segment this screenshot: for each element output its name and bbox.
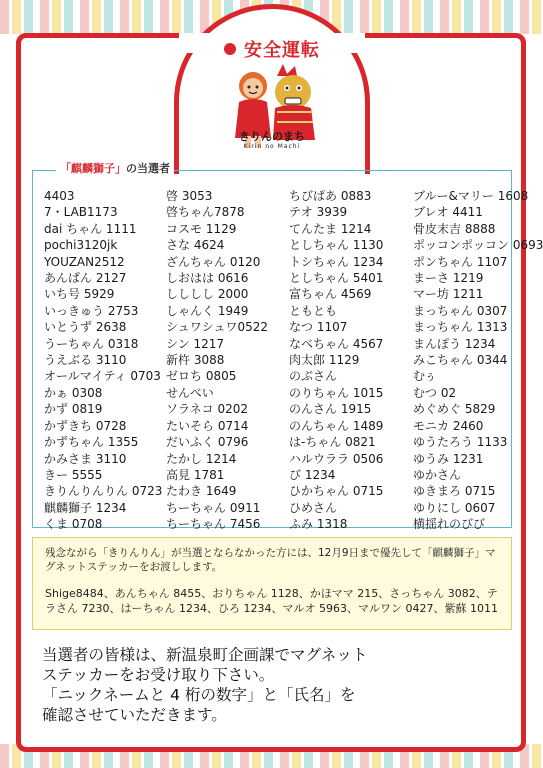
winner-name: ゆうたろう 1133 (413, 435, 508, 450)
winner-name: かずちゃん 1355 (44, 435, 139, 450)
runners-up-box (32, 537, 512, 630)
winner-name: ちーちゃん 0911 (166, 500, 261, 515)
winners-column-1 (44, 188, 166, 533)
winner-name: くま 0708 (44, 517, 103, 532)
winner-name: たかし 1214 (166, 451, 237, 466)
winner-name: ともとも (289, 303, 338, 318)
winner-name: だいふく 0796 (166, 435, 249, 450)
message-line: 確認させていただきます。 (42, 706, 227, 724)
winner-name: かずきち 0728 (44, 418, 127, 433)
winner-name: あんぱん 2127 (44, 271, 127, 286)
brand-subtitle: Kirin no Machi (243, 143, 301, 150)
winner-name: ゆかさん (413, 467, 462, 482)
winner-name: 新杵 3088 (166, 353, 225, 368)
runners-up-note: 残念ながら「きりんりん」が当選とならなかった方には、12月9日まで優先して「麒麟獅子」マグネットステッカーをお渡しします。 (45, 547, 496, 573)
winner-name: ちびぱあ 0883 (289, 189, 372, 203)
winner-name: としちゃん 1130 (289, 238, 384, 253)
winner-name: のんちゃん 1489 (289, 418, 384, 433)
winner-name: てんたま 1214 (289, 221, 372, 236)
winner-name: むぅ (413, 369, 437, 384)
winner-name: みこちゃん 0344 (413, 353, 508, 368)
winner-name: のぶさん (289, 369, 338, 384)
winner-name: ふみ 1318 (289, 517, 348, 532)
winner-name: まんぽう 1234 (413, 336, 496, 351)
winner-name: かみさま 3110 (44, 451, 127, 466)
winner-name: のんさん 1915 (289, 402, 372, 417)
winner-name: 啓ちゃん7878 (166, 205, 245, 220)
header (180, 36, 364, 62)
message-line: 当選者の皆様は、新温泉町企画課でマグネット (42, 646, 368, 664)
winner-name: dai ちゃん 1111 (44, 221, 137, 236)
winner-name: ゼロち 0805 (166, 369, 237, 384)
winner-name: せんべい (166, 385, 214, 400)
message-line: ステッカーをお受け取り下さい。 (42, 666, 275, 684)
winner-name: まっちゃん 1313 (413, 320, 508, 335)
winner-name: なつ 1107 (289, 320, 348, 335)
winner-name: かぁ 0308 (44, 385, 103, 400)
winner-name: いっきゅう 2753 (44, 303, 139, 318)
winners-list (44, 188, 543, 533)
winners-column-2 (166, 188, 289, 533)
winner-name: 富ちゃん 4569 (289, 287, 372, 302)
runners-up-names: Shige8484、あんちゃん 8455、おりちゃん 1128、かほママ 215、さっちゃん 3082、テラさん 7230、はーちゃん 1234、ひろ 1234、マルオ 5963、マルワン 0427、紫蘇 1011 (45, 587, 498, 615)
winner-name: 骨皮末吉 8888 (413, 221, 496, 236)
winner-name: 4403 (44, 189, 75, 203)
message-line: 「ニックネームと 4 桁の数字」と「氏名」を (42, 686, 356, 704)
winner-name: ゆうみ 1231 (413, 451, 484, 466)
winner-name: ひかちゃん 0715 (289, 484, 384, 499)
winner-name: pochi3120jk (44, 238, 118, 253)
winner-name: まっちゃん 0307 (413, 303, 508, 318)
winner-name: なべちゃん 4567 (289, 336, 384, 351)
winner-name: 7・LAB1173 (44, 205, 118, 220)
winner-name: たいそら 0714 (166, 418, 249, 433)
winner-name: オールマイティ 0703 (44, 369, 161, 384)
winner-name: び 1234 (289, 467, 336, 482)
winner-name: シュワシュワ0522 (166, 320, 269, 335)
winner-name: うーちゃん 0318 (44, 336, 139, 351)
winner-name: たわき 1649 (166, 484, 237, 499)
winner-name: ハルウララ 0506 (289, 451, 384, 466)
winner-name: むつ 02 (413, 385, 457, 400)
winner-name: 肉太郎 1129 (289, 353, 360, 368)
winner-name: きー 5555 (44, 467, 103, 482)
brand-name: きりんのまち (239, 130, 305, 143)
winner-name: さな 4624 (166, 238, 225, 253)
winner-name: しゃんく 1949 (166, 303, 249, 318)
winner-name: ちーちゃん 7456 (166, 517, 261, 532)
winner-name: ポンちゃん 1107 (413, 254, 508, 269)
winner-name: ひめさん (289, 500, 338, 515)
winner-name: まーさ 1219 (413, 271, 484, 286)
winner-name: コスモ 1129 (166, 221, 237, 236)
winner-name: 啓 3053 (166, 189, 213, 203)
winner-name: は-ちゃん 0821 (289, 435, 376, 450)
winner-name: ブレオ 4411 (413, 205, 483, 220)
winner-name: いち号 5929 (44, 287, 115, 302)
winners-box-title: 「麒麟獅子」の当選者 (56, 160, 174, 176)
winner-name: ブルー&マリー 1608 (413, 189, 529, 203)
winner-name: トシちゃん 1234 (289, 254, 384, 269)
winner-name: ゆきまろ 0715 (413, 484, 496, 499)
winner-name: テオ 3939 (289, 205, 348, 220)
winner-name: うえぶる 3110 (44, 353, 127, 368)
page-title: 安全運転 (244, 40, 321, 61)
winner-name: めぐめぐ 5829 (413, 402, 496, 417)
winner-name: かず 0819 (44, 402, 103, 417)
winner-name: しししし 2000 (166, 287, 249, 302)
winner-name: モニカ 2460 (413, 418, 484, 433)
winner-name: ソラネコ 0202 (166, 402, 248, 417)
winner-name: ざんちゃん 0120 (166, 254, 261, 269)
brand-logo (196, 128, 348, 150)
winner-name: しおはは 0616 (166, 271, 249, 286)
winners-column-3 (289, 188, 413, 533)
winner-name: としちゃん 5401 (289, 271, 384, 286)
winner-name: のりちゃん 1015 (289, 385, 384, 400)
traffic-safety-logo-icon (224, 43, 236, 55)
winner-name: 高見 1781 (166, 467, 225, 482)
winner-name: 麒麟獅子 1234 (44, 500, 127, 515)
winner-name: 横揺れのびび (413, 517, 486, 532)
winner-name: シン 1217 (166, 336, 225, 351)
winner-name: マー坊 1211 (413, 287, 484, 302)
winner-name: YOUZAN2512 (44, 254, 125, 269)
pickup-message (42, 645, 512, 725)
winner-name: いとうず 2638 (44, 320, 127, 335)
winner-name: きりんりんりん 0723 (44, 484, 163, 499)
winners-column-4 (413, 188, 543, 533)
winner-name: ポッコンポッコン 0693 (413, 238, 543, 253)
winner-name: ゆりにし 0607 (413, 500, 496, 515)
